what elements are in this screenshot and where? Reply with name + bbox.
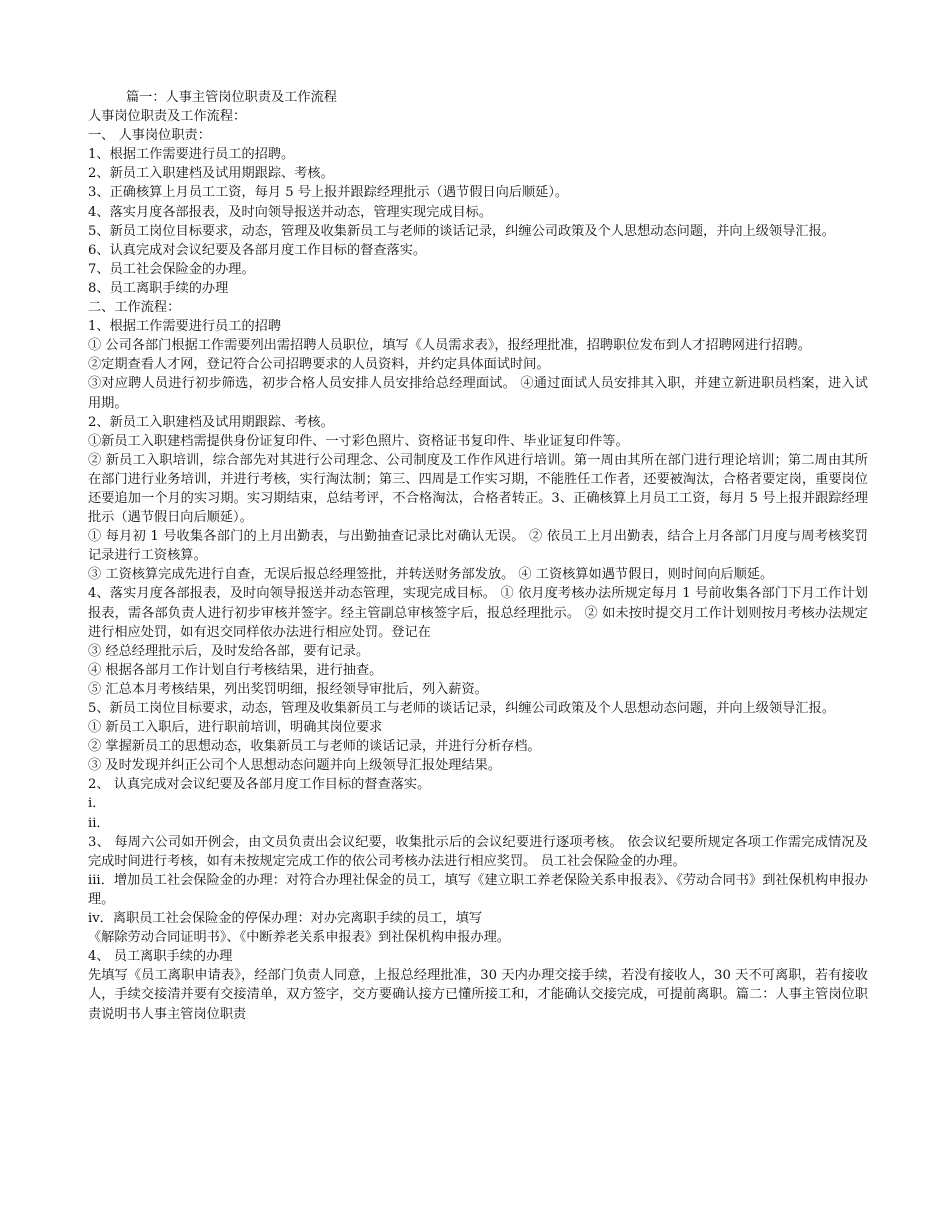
paragraph-line: 先填写《员工离职申请表》，经部门负责人同意，上报总经理批准，30 天内办理交接手续，若没有接收人，30 天不可离职，若有接收人，手续交接清并要有交接清单，双方签字，交方要确认接方已懂所接工和，才能确认交接完成，可提前离职。篇二：人事主管岗位职责说明书人事主管岗位职责 bbox=[88, 968, 868, 1022]
paragraph-line: 4、落实月度各部报表，及时向领导报送并动态管理，实现完成目标。 ① 依月度考核办法所规定每月 1 号前收集各部门下月工作计划报表，需各部负责人进行初步审核并签字。经主管副总审核签字后，报总经理批示。 ② 如未按时提交月工作计划则按月考核办法规定进行相应处罚，如有迟交同样依办法进行相应处罚。登记在 bbox=[88, 586, 868, 640]
paragraph-line: 1、根据工作需要进行员工的招聘。 bbox=[88, 147, 295, 163]
paragraph-line: ②定期查看人才网，登记符合公司招聘要求的人员资料，并约定具体面试时间。 bbox=[88, 357, 550, 373]
paragraph-line: 7、员工社会保险金的办理。 bbox=[88, 261, 255, 277]
paragraph-line: 2、 认真完成对会议纪要及各部月度工作目标的督查落实。 bbox=[88, 777, 431, 793]
paragraph-line: 人事岗位职责及工作流程： bbox=[88, 109, 247, 125]
paragraph-line: 6、认真完成对会议纪要及各部月度工作目标的督查落实。 bbox=[88, 242, 427, 258]
document-title: 篇一：人事主管岗位职责及工作流程 bbox=[126, 90, 337, 105]
paragraph-line: 3、 每周六公司如开例会，由文员负责出会议纪要，收集批示后的会议纪要进行逐项考核。 依会议纪要所规定各项工作需完成情况及完成时间进行考核，如有未按规定完成工作的依公司考核办法进行相应奖罚。 员工社会保险金的办理。 bbox=[88, 834, 868, 869]
paragraph-line: ② 掌握新员工的思想动态，收集新员工与老师的谈话记录，并进行分析存档。 bbox=[88, 739, 541, 755]
paragraph-line: ③ 经总经理批示后，及时发给各部，要有记录。 bbox=[88, 643, 370, 659]
paragraph-line: 4、落实月度各部报表，及时向领导报送并动态，管理实现完成目标。 bbox=[88, 204, 493, 220]
paragraph-line: 2、新员工入职建档及试用期跟踪、考核。 bbox=[88, 414, 334, 430]
paragraph-line: 4、 员工离职手续的办理 bbox=[88, 949, 233, 965]
paragraph-line: ② 新员工入职培训，综合部先对其进行公司理念、公司制度及工作作风进行培训。第一周由其所在部门进行理论培训；第二周由其所在部门进行业务培训，并进行考核，实行淘汰制；第三、四周是工作实习期，不能胜任工作者，还要被淘汰，合格者要定岗，重要岗位还要追加一个月的实习期。实习期结束，总结考评，不合格淘汰，合格者转正。3、正确核算上月员工工资，每月 5 号上报并跟踪经理批示（遇节假日向后顺延）。 bbox=[88, 452, 868, 526]
paragraph-line: iv．离职员工社会保险金的停保办理：对办完离职手续的员工，填写 bbox=[88, 911, 483, 927]
paragraph-line: 《解除劳动合同证明书》、《中断养老关系申报表》到社保机构申报办理。 bbox=[88, 930, 510, 946]
paragraph-line: ii． bbox=[88, 815, 110, 831]
paragraph-line: ①新员工入职建档需提供身份证复印件、一寸彩色照片、资格证书复印件、毕业证复印件等。 bbox=[88, 433, 629, 449]
paragraph-line: iii．增加员工社会保险金的办理：对符合办理社保金的员工，填写《建立职工养老保险关系申报表》、《劳动合同书》到社保机构申报办理。 bbox=[88, 872, 868, 907]
paragraph-line: ① 公司各部门根据工作需要列出需招聘人员职位，填写《人员需求表》，报经理批准，招聘职位发布到人才招聘网进行招聘。 bbox=[88, 338, 811, 354]
paragraph-line: ④ 根据各部月工作计划自行考核结果，进行抽查。 bbox=[88, 662, 383, 678]
paragraph-line: 二、工作流程： bbox=[88, 300, 181, 316]
paragraph-line: ① 新员工入职后，进行职前培训，明确其岗位要求 bbox=[88, 720, 383, 736]
paragraph-line: 5、新员工岗位目标要求，动态，管理及收集新员工与老师的谈话记录，纠缠公司政策及个人思想动态问题，并向上级领导汇报。 bbox=[88, 223, 835, 239]
paragraph-line: ① 每月初 1 号收集各部门的上月出勤表，与出勤抽查记录比对确认无误。 ② 依员工上月出勤表，结合上月各部门月度与周考核奖罚记录进行工资核算。 bbox=[88, 529, 868, 564]
paragraph-line: ⑤ 汇总本月考核结果，列出奖罚明细，报经领导审批后，列入薪资。 bbox=[88, 681, 488, 697]
paragraph-line: i． bbox=[88, 796, 106, 812]
document-body bbox=[88, 88, 868, 1024]
paragraph-line: 一、 人事岗位职责： bbox=[88, 128, 211, 144]
paragraph-line: 5、新员工岗位目标要求，动态，管理及收集新员工与老师的谈话记录，纠缠公司政策及个人思想动态问题，并向上级领导汇报。 bbox=[88, 701, 835, 716]
paragraph-line: 2、新员工入职建档及试用期跟踪、考核。 bbox=[88, 166, 334, 182]
paragraph-line: ③ 及时发现并纠正公司个人思想动态问题并向上级领导汇报处理结果。 bbox=[88, 758, 502, 774]
paragraph-line: ③ 工资核算完成先进行自查，无误后报总经理签批，并转送财务部发放。 ④ 工资核算如遇节假日，则时间向后顺延。 bbox=[88, 567, 774, 583]
paragraph-line: ③对应聘人员进行初步筛选，初步合格人员安排人员安排给总经理面试。 ④通过面试人员安排其入职，并建立新进职员档案，进入试用期。 bbox=[88, 376, 868, 411]
paragraph-line: 1、根据工作需要进行员工的招聘 bbox=[88, 319, 282, 335]
paragraph-line: 8、员工离职手续的办理 bbox=[88, 280, 229, 296]
paragraph-line: 3、正确核算上月员工工资，每月 5 号上报并跟踪经理批示（遇节假日向后顺延）。 bbox=[88, 185, 569, 201]
